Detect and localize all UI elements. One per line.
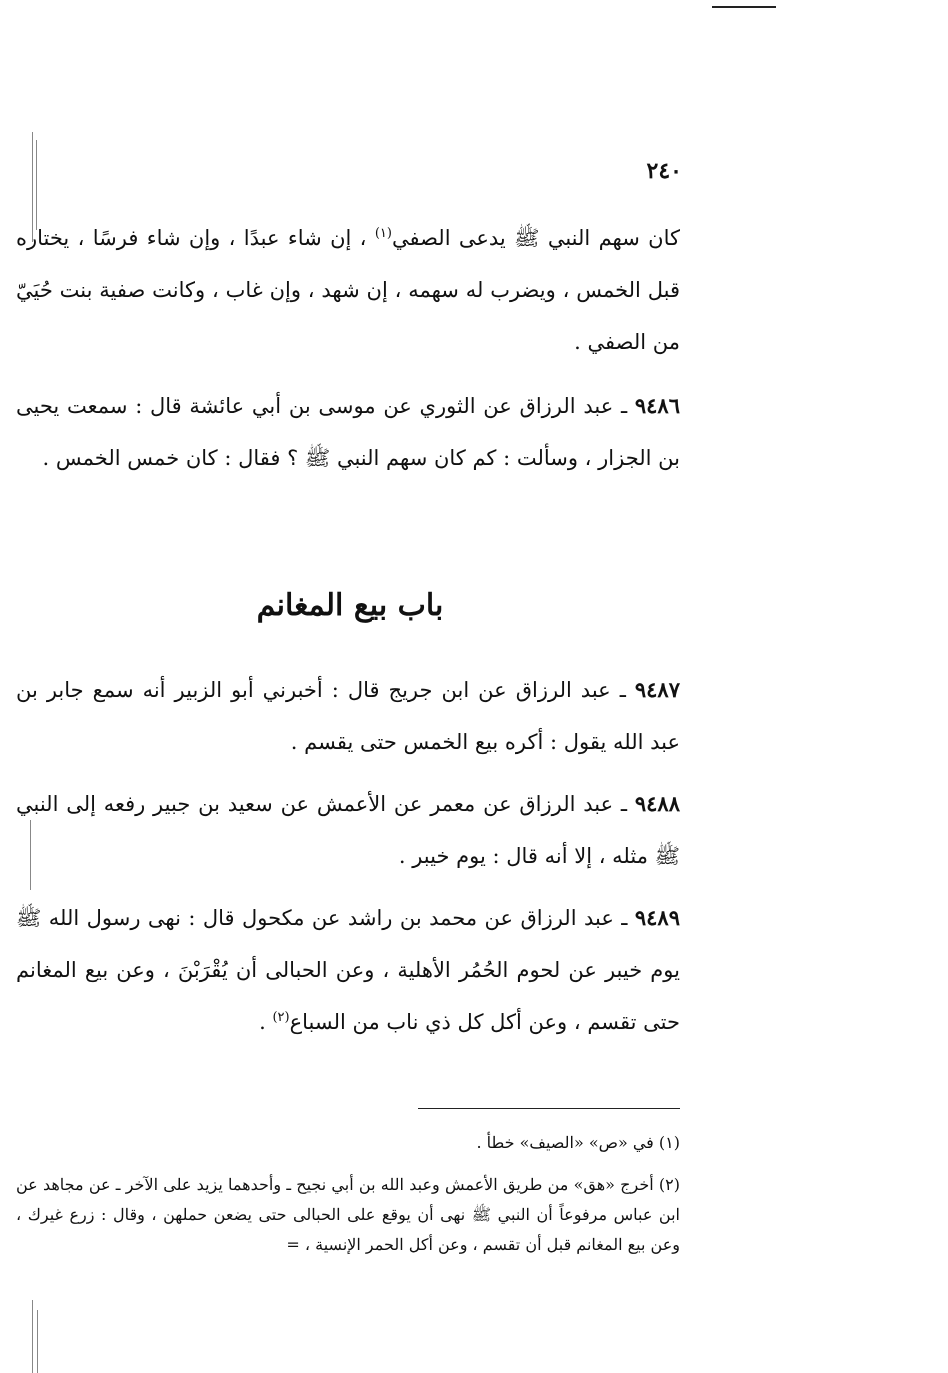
paragraph-intro — [16, 212, 680, 368]
footnote-ref: (٢) — [272, 1010, 290, 1025]
hadith-9486 — [16, 380, 680, 484]
hadith-9487 — [16, 664, 680, 768]
top-rule — [712, 6, 776, 8]
hadith-text: ـ عبد الرزاق عن محمد بن راشد عن مكحول قال : نهى رسول الله ﷺ يوم خيبر عن لحوم الحُمُر الأهلية ، وعن الحبالى أن يُقْرَبْنَ ، وعن بيع المغانم حتى تقسم ، وعن أكل كل ذي ناب من السباع — [16, 906, 680, 1034]
footnote-ref: (١) — [374, 226, 392, 241]
footnote-separator — [418, 1108, 680, 1109]
scan-edge-mark — [32, 1300, 33, 1373]
hadith-9488 — [16, 778, 680, 882]
hadith-number: ٩٤٨٦ — [634, 393, 680, 418]
hadith-text: ـ عبد الرزاق عن الثوري عن موسى بن أبي عائشة قال : سمعت يحيى بن الجزار ، وسألت : كم كان سهم النبي ﷺ ؟ فقال : كان خمس الخمس . — [16, 394, 680, 470]
hadith-number: ٩٤٨٨ — [634, 791, 680, 816]
hadith-text: ـ عبد الرزاق عن معمر عن الأعمش عن سعيد بن جبير رفعه إلى النبي ﷺ مثله ، إلا أنه قال : يوم خيبر . — [16, 792, 680, 868]
hadith-number: ٩٤٨٩ — [634, 905, 680, 930]
hadith-9489 — [16, 892, 680, 1048]
footnote-2: (٢) أخرج «هق» من طريق الأعمش وعبد الله بن أبي نجيح ـ وأحدهما يزيد على الآخر ـ عن مجاهد عن ابن عباس مرفوعاً أن النبي ﷺ نهى أن يوقع على الحبالى حتى يضعن حملهن ، وقال : زرع غيرك ، وعن بيع المغانم قبل أن تقسم ، وعن أكل الحمر الإنسية ، = — [16, 1175, 680, 1254]
paragraph-text-continued: ، إن شاء عبدًا ، وإن شاء فرسًا ، يختاره قبل الخمس ، ويضرب له سهمه ، إن شهد ، وإن غاب ، وكانت صفية بنت حُيَيّ من الصفي . — [16, 226, 680, 354]
hadith-text-end: . — [259, 1010, 266, 1034]
hadith-text: ـ عبد الرزاق عن ابن جريج قال : أخبرني أبو الزبير أنه سمع جابر بن عبد الله يقول : أكره بيع الخمس حتى يقسم . — [16, 678, 680, 754]
page-number: ٢٤٠ — [646, 158, 682, 184]
footnote-1: (١) في «ص» «الصيف» خطأ . — [476, 1133, 680, 1152]
scan-edge-mark — [37, 1310, 38, 1373]
hadith-number: ٩٤٨٧ — [634, 677, 680, 702]
paragraph-text: كان سهم النبي ﷺ يدعى الصفي — [391, 226, 680, 250]
chapter-heading: باب بيع المغانم — [256, 588, 444, 623]
